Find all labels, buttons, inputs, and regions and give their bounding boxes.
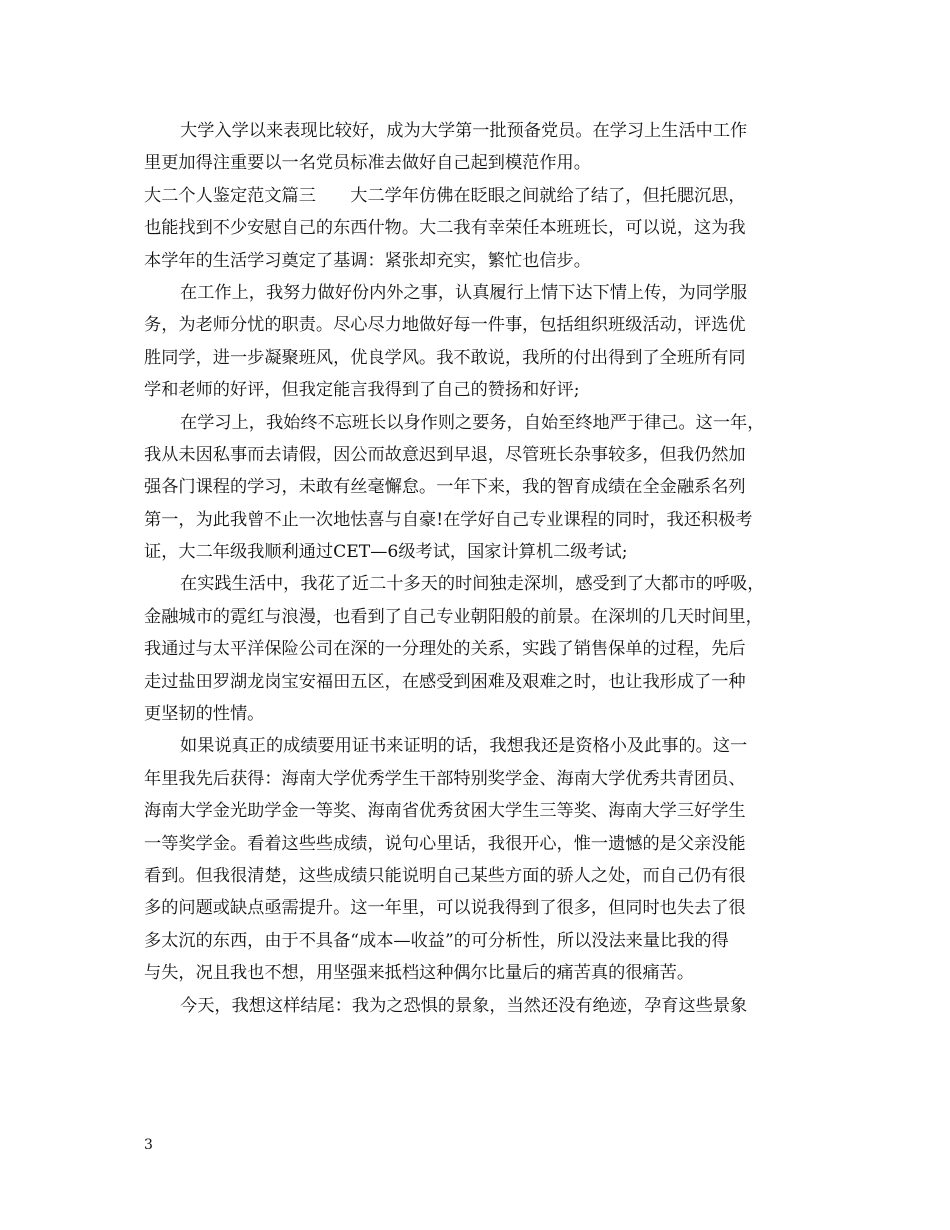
document-body [144,115,829,1022]
text-line: 在学习上，我始终不忘班长以身作则之要务，自始至终地严于律己。这一年， [180,412,765,433]
text-line: 一等奖学金。看着这些些成绩，说句心里话，我很开心，惟一遗憾的是父亲没能 [144,833,746,854]
text-line: 本学年的生活学习奠定了基调：紧张却充实，繁忙也信步。 [144,250,591,271]
text-line: 务，为老师分忧的职责。尽心尽力地做好每一件事，包括组织班级活动，评选优 [144,315,746,336]
text-line: 大学入学以来表现比较好，成为大学第一批预备党员。在学习上生活中工作 [180,121,748,141]
text-line: 今天，我想这样结尾：我为之恐惧的景象，当然还没有绝迹，孕育这些景象 [180,995,748,1016]
text-line: 看到。但我很清楚，这些成绩只能说明自己某些方面的骄人之处，而自己仍有很 [144,865,746,886]
text-line: 学和老师的好评，但我定能言我得到了自己的赞扬和好评; [144,380,580,401]
text-line: 多太沉的东西，由于不具备“成本—收益”的可分析性，所以没法来量比我的得 [144,930,729,951]
text-line: 证，大二年级我顺利通过CET—6级考试，国家计算机二级考试; [144,542,628,563]
text-line: 年里我先后获得：海南大学优秀学生干部特别奖学金、海南大学优秀共青团员、 [144,768,746,789]
text-line: 在工作上，我努力做好份内外之事，认真履行上情下达下情上传，为同学服 [180,282,748,303]
page-number: 3 [144,1137,153,1153]
text-line: 大二个人鉴定范文篇三 大二学年仿佛在眨眼之间就给了结了，但托腮沉思， [144,185,746,206]
text-line: 多的问题或缺点亟需提升。这一年里，可以说我得到了很多，但同时也失去了很 [144,898,746,919]
text-line: 更坚韧的性情。 [144,704,265,725]
text-line: 走过盐田罗湖龙岗宝安福田五区，在感受到困难及艰难之时，也让我形成了一种 [144,671,746,692]
text-line: 我从未因私事而去请假，因公而故意迟到早退，尽管班长杂事较多，但我仍然加 [144,444,746,465]
text-line: 第一，为此我曾不止一次地怯喜与自豪!在学好自己专业课程的同时，我还积极考 [144,509,753,530]
text-line: 在实践生活中，我花了近二十多天的时间独走深圳，感受到了大都市的呼吸， [180,574,765,595]
text-line: 胜同学，进一步凝聚班风，优良学风。我不敢说，我所的付出得到了全班所有同 [144,347,746,368]
text-line: 里更加得注重要以一名党员标准去做好自己起到模范作用。 [144,153,591,174]
text-line: 我通过与太平洋保险公司在深的一分理处的关系，实践了销售保单的过程，先后 [144,639,746,660]
text-line: 也能找到不少安慰自己的东西什物。大二我有幸荣任本班班长，可以说，这为我 [144,218,746,239]
text-line: 强各门课程的学习，未敢有丝毫懈怠。一年下来，我的智育成绩在全金融系名列 [144,477,746,498]
text-line: 如果说真正的成绩要用证书来证明的话，我想我还是资格小及此事的。这一 [180,736,748,757]
text-line: 金融城市的霓红与浪漫，也看到了自己专业朝阳般的前景。在深圳的几天时间里， [144,606,763,627]
text-line: 与失，况且我也不想，用坚强来抵档这种偶尔比量后的痛苦真的很痛苦。 [144,963,695,984]
text-line: 海南大学金光助学金一等奖、海南省优秀贫困大学生三等奖、海南大学三好学生 [144,801,746,822]
